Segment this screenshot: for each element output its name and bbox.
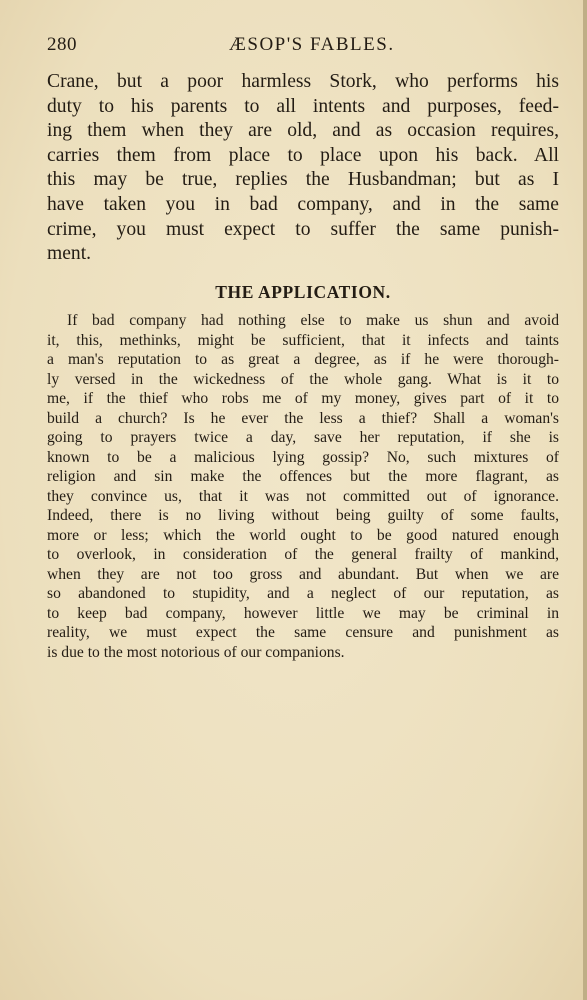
application-line: when they are not too gross and abundant. But when we are xyxy=(47,565,559,583)
fable-line: crime, you must expect to suffer the same punish- xyxy=(47,218,559,240)
application-line: If bad company had nothing else to make us shun and avoid xyxy=(67,312,559,329)
application-line: reality, we must expect the same censure and punishment as xyxy=(47,624,559,641)
application-line: they convince us, that it was not committed out of ignorance. xyxy=(47,487,559,505)
application-line: is due to the most notorious of our companions. xyxy=(47,643,345,661)
fable-line: carries them from place to place upon his back. All xyxy=(47,144,559,166)
application-line: religion and sin make the offences but the more flagrant, as xyxy=(47,468,559,485)
fable-text xyxy=(47,70,559,267)
page-number: 280 xyxy=(47,34,77,55)
fable-line: ment. xyxy=(47,243,92,265)
application-line: Indeed, there is no living without being guilty of some faults, xyxy=(47,507,559,524)
running-head: ÆSOP'S FABLES. xyxy=(229,34,395,55)
fable-line: duty to his parents to all intents and purposes, feed- xyxy=(47,95,559,117)
application-line: build a church? Is he ever the less a thief? Shall a woman's xyxy=(47,409,559,427)
application-line: it, this, methinks, might be sufficient, that it infects and taints xyxy=(47,331,559,349)
application-line: to keep bad company, however little we may be criminal in xyxy=(47,604,559,622)
application-line: to overlook, in consideration of the general frailty of mankind, xyxy=(47,546,559,563)
application-line: more or less; which the world ought to be good natured enough xyxy=(47,526,559,544)
fable-line: Crane, but a poor harmless Stork, who performs his xyxy=(47,71,559,92)
application-heading: THE APPLICATION. xyxy=(215,282,391,302)
application-text xyxy=(47,311,559,662)
application-line: going to prayers twice a day, save her reputation, if she is xyxy=(47,429,559,446)
application-line: me, if the thief who robs me of my money, gives part of it to xyxy=(47,390,559,407)
fable-line: ing them when they are old, and as occasion requires, xyxy=(47,120,559,142)
application-line: ly versed in the wickedness of the whole gang. What is it to xyxy=(47,370,559,388)
application-line: a man's reputation to as great a degree, as if he were thorough- xyxy=(47,351,559,368)
fable-line: this may be true, replies the Husbandman; but as I xyxy=(47,169,559,191)
application-line: so abandoned to stupidity, and a neglect of our reputation, as xyxy=(47,585,559,602)
page-header xyxy=(47,34,559,58)
fable-line: have taken you in bad company, and in the same xyxy=(47,193,559,215)
page-edge xyxy=(583,0,587,1000)
application-line: known to be a malicious lying gossip? No, such mixtures of xyxy=(47,448,559,466)
